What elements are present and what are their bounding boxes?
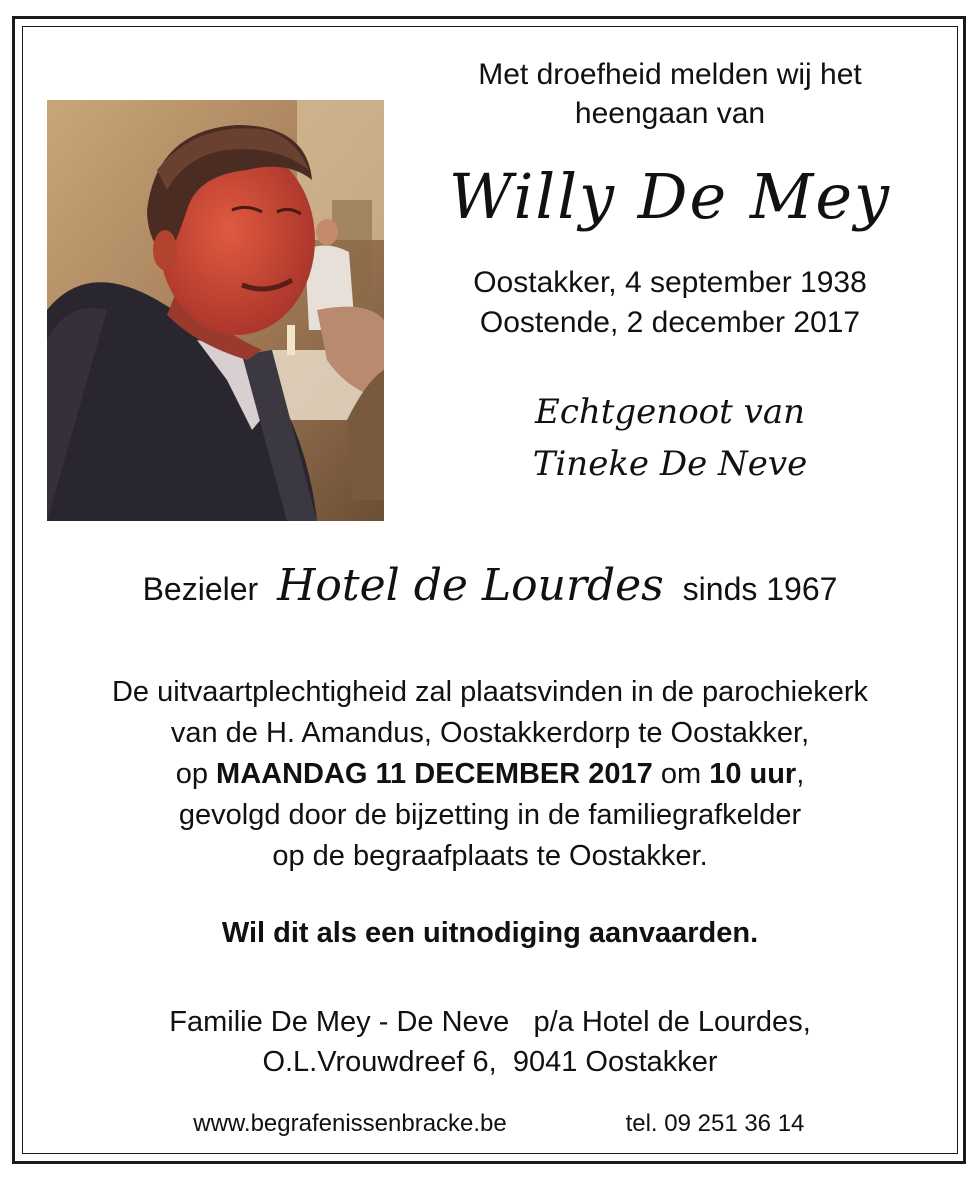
birth-date: Oostakker, 4 september 1938 [473, 266, 867, 299]
spouse-line-1: Echtgenoot van [535, 392, 805, 432]
ceremony-line-3 [22, 758, 958, 791]
ceremony-line-5: op de begraafplaats te Oostakker. [272, 840, 708, 872]
death-date: Oostende, 2 december 2017 [479, 306, 861, 339]
invitation-text: Wil dit als een uitnodiging aanvaarden. [221, 917, 759, 949]
ceremony-line-1: De uitvaartplechtigheid zal plaatsvinden in de parochiekerk [111, 676, 869, 708]
ceremony-line-3-post: , [796, 758, 805, 790]
spouse-line-2: Tineke De Neve [532, 444, 808, 484]
family-line-2: O.L.Vrouwdreef 6, 9041 Oostakker [262, 1046, 718, 1078]
phone-number: tel. 09 251 36 14 [625, 1110, 805, 1137]
ceremony-line-2: van de H. Amandus, Oostakkerdorp te Oostakker, [170, 717, 810, 749]
deceased-name: Willy De Mey [448, 160, 892, 233]
website-link[interactable]: www.begrafenissenbracke.be [193, 1110, 507, 1137]
intro-line-1: Met droefheid melden wij het [478, 58, 862, 91]
ceremony-line-3-mid: om [652, 758, 710, 790]
bezieler-suffix: sinds 1967 [682, 571, 838, 607]
bezieler-prefix: Bezieler [142, 571, 259, 607]
ceremony-line-3-pre: op [175, 758, 217, 790]
intro-line-2: heengaan van [574, 97, 766, 130]
portrait-illustration [47, 100, 384, 521]
ceremony-line-4: gevolgd door de bijzetting in de familiegrafkelder [178, 799, 802, 831]
hotel-name: Hotel de Lourdes [277, 560, 664, 611]
family-line-1: Familie De Mey - De Neve p/a Hotel de Lourdes, [169, 1006, 811, 1038]
ceremony-time: 10 uur [709, 758, 797, 790]
ceremony-date: MAANDAG 11 DECEMBER 2017 [216, 758, 653, 790]
bezieler-line [22, 560, 958, 611]
portrait-photo [47, 100, 384, 521]
